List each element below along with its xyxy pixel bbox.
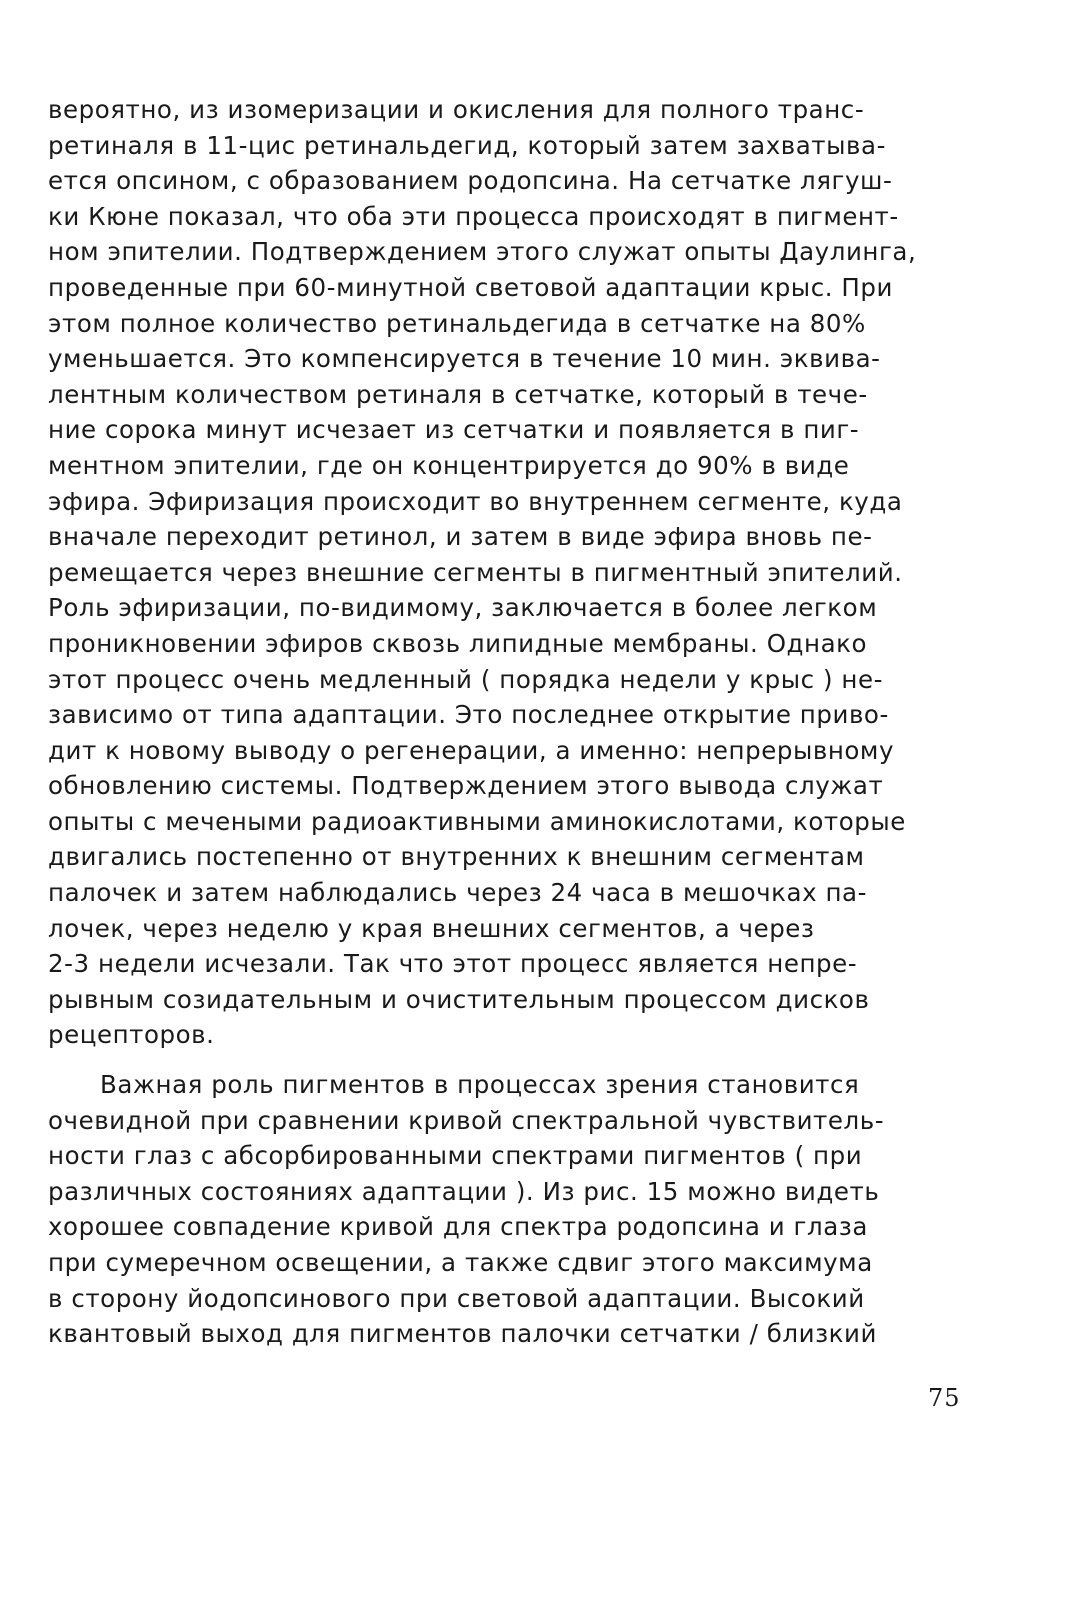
text-line: ется опсином, с образованием родопсина. На сетчатке лягуш- [48,166,893,196]
text-line: палочек и затем наблюдались через 24 часа в мешочках па- [48,878,867,908]
text-line: лентным количеством ретиналя в сетчатке, который в тече- [48,379,868,409]
text-line: квантовый выход для пигментов палочки сетчатки / близкий [48,1319,877,1349]
text-line: 2-3 недели исчезали. Так что этот процесс является непре- [48,949,858,979]
text-line: рывным созидательным и очистительным процессом дисков [48,984,870,1014]
text-line: ние сорока минут исчезает из сетчатки и появляется в пиг- [48,415,860,445]
text-line: эфира. Эфиризация происходит во внутреннем сегменте, куда [48,486,903,516]
text-line: лочек, через неделю у края внешних сегментов, а через [48,913,815,943]
text-line: различных состояниях адаптации ). Из рис. 15 можно видеть [48,1176,880,1206]
text-line: ментном эпителии, где он концентрируется до 90% в виде [48,450,850,480]
text-line: ретиналя в 11-цис ретинальдегид, который затем захватыва- [48,130,886,160]
text-line: этом полное количество ретинальдегида в сетчатке на 80% [48,308,866,338]
text-line: хорошее совпадение кривой для спектра родопсина и глаза [48,1212,868,1242]
text-line: Важная роль пигментов в процессах зрения становится [100,1070,860,1100]
text-line: вначале переходит ретинол, и затем в виде эфира вновь пе- [48,522,873,552]
text-line: вероятно, из изомеризации и окисления для полного транс- [48,95,865,124]
text-line: очевидной при сравнении кривой спектральной чувствитель- [48,1105,885,1135]
text-line: уменьшается. Это компенсируется в течение 10 мин. эквива- [48,344,881,374]
text-line: ном эпителии. Подтверждением этого служат опыты Даулинга, [48,237,917,267]
text-line: обновлению системы. Подтверждением этого вывода служат [48,771,884,801]
text-line: опыты с мечеными радиоактивными аминокислотами, которые [48,806,906,836]
body-text [48,92,1038,1352]
text-line: дит к новому выводу о регенерации, а именно: непрерывному [48,735,895,765]
text-line: рецепторов. [48,1020,215,1050]
text-line: Роль эфиризации, по-видимому, заключается в более легком [48,593,878,623]
text-line: проведенные при 60-минутной световой адаптации крыс. При [48,272,893,302]
text-line: проникновении эфиров сквозь липидные мембраны. Однако [48,628,868,658]
text-line: ки Кюне показал, что оба эти процесса происходят в пигмент- [48,201,899,231]
page-number: 75 [928,1384,961,1412]
paragraph-2 [48,1067,1038,1352]
text-line: ремещается через внешние сегменты в пигментный эпителий. [48,557,903,587]
text-line: в сторону йодопсинового при световой адаптации. Высокий [48,1283,865,1313]
text-line: зависимо от типа адаптации. Это последнее открытие приво- [48,700,889,730]
text-line: ности глаз с абсорбированными спектрами пигментов ( при [48,1141,863,1171]
paragraph-spacing [48,1053,1038,1067]
text-line: этот процесс очень медленный ( порядка недели у крыс ) не- [48,664,883,694]
text-line: при сумеречном освещении, а также сдвиг этого максимума [48,1248,873,1277]
text-line: двигались постепенно от внутренних к внешним сегментам [48,842,865,872]
paragraph-1 [48,92,1038,1053]
